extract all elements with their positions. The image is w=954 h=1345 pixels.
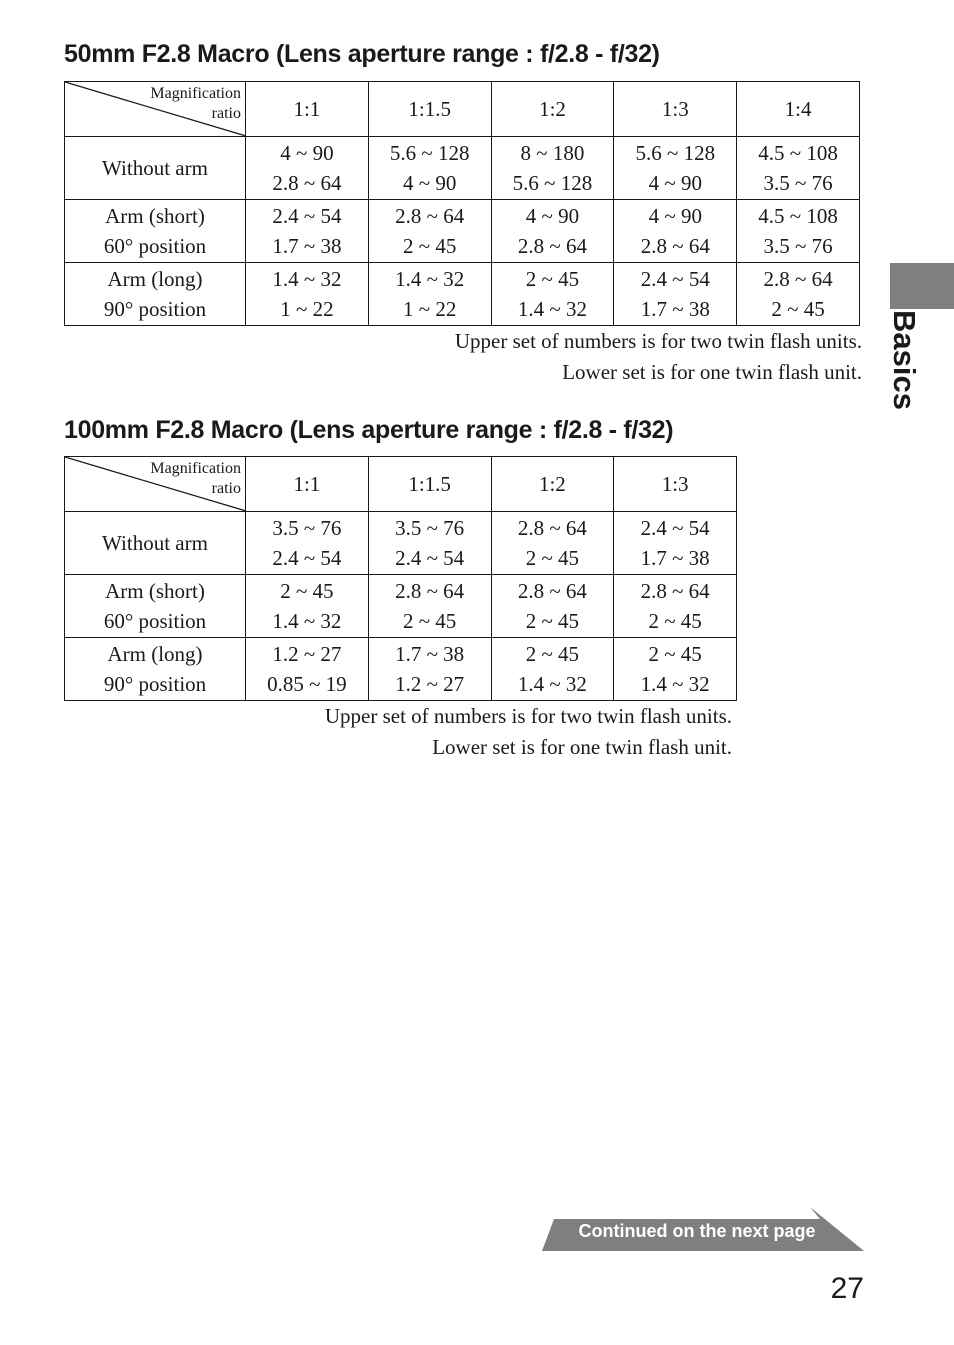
value-one-unit: 2 ~ 45 — [525, 609, 580, 633]
table-100mm — [64, 456, 737, 701]
value-one-unit: 1.2 ~ 27 — [395, 672, 465, 696]
value-two-units: 4.5 ~ 108 — [758, 141, 838, 165]
table-50mm-title: 50mm F2.8 Macro (Lens aperture range : f/2.8 - f/32) — [64, 40, 660, 68]
value-cell — [491, 512, 614, 575]
value-cell — [614, 137, 737, 200]
corner-header-cell — [65, 82, 246, 137]
magnification-ratio-label — [150, 84, 241, 124]
value-one-unit: 1.7 ~ 38 — [272, 234, 342, 258]
table-50mm — [64, 81, 860, 326]
row-label-cell — [65, 263, 246, 326]
continued-banner — [542, 1207, 864, 1251]
value-two-units: 2.4 ~ 54 — [640, 516, 710, 540]
value-one-unit: 1.4 ~ 32 — [640, 672, 710, 696]
continued-label: Continued on the next page — [578, 1221, 816, 1241]
row-label-cell — [65, 638, 246, 701]
value-cell — [614, 200, 737, 263]
value-cell — [491, 200, 614, 263]
value-two-units: 2.4 ~ 54 — [640, 267, 710, 291]
section-tab-marker — [890, 263, 954, 309]
value-one-unit: 2.4 ~ 54 — [272, 546, 342, 570]
magnification-ratio-label — [150, 459, 241, 499]
corner-label-top: Magnification — [150, 85, 241, 102]
value-two-units: 3.5 ~ 76 — [395, 516, 465, 540]
corner-label-bottom: ratio — [211, 480, 241, 497]
row-label-cell — [65, 137, 246, 200]
value-two-units: 2.8 ~ 64 — [395, 579, 465, 603]
table-50mm-note — [455, 326, 862, 388]
value-one-unit: 4 ~ 90 — [648, 171, 702, 195]
value-one-unit: 0.85 ~ 19 — [267, 672, 347, 696]
value-one-unit: 1.7 ~ 38 — [640, 297, 710, 321]
value-one-unit: 2 ~ 45 — [771, 297, 825, 321]
value-cell — [368, 200, 491, 263]
value-one-unit: 1.4 ~ 32 — [272, 609, 342, 633]
note-upper: Upper set of numbers is for two twin flash units. — [454, 329, 862, 353]
value-one-unit: 1.4 ~ 32 — [517, 297, 588, 321]
corner-label-bottom: ratio — [211, 105, 241, 122]
value-one-unit: 1.7 ~ 38 — [640, 546, 710, 570]
value-two-units: 2.8 ~ 64 — [517, 579, 587, 603]
column-header: 1:1.5 — [368, 457, 491, 512]
row-label: Arm (long) — [107, 642, 203, 666]
value-one-unit: 3.5 ~ 76 — [763, 171, 833, 195]
value-cell — [368, 575, 491, 638]
value-one-unit: 3.5 ~ 76 — [763, 234, 833, 258]
value-cell — [614, 575, 737, 638]
table-100mm-note — [325, 701, 732, 763]
value-two-units: 2.4 ~ 54 — [272, 204, 342, 228]
value-two-units: 2.8 ~ 64 — [395, 204, 465, 228]
value-two-units: 5.6 ~ 128 — [635, 141, 716, 165]
value-one-unit: 5.6 ~ 128 — [512, 171, 593, 195]
value-two-units: 2.8 ~ 64 — [763, 267, 833, 291]
value-cell — [737, 263, 860, 326]
value-two-units: 2.8 ~ 64 — [640, 579, 710, 603]
value-two-units: 2 ~ 45 — [648, 642, 702, 666]
column-header: 1:1.5 — [368, 82, 491, 137]
table-row — [65, 200, 860, 263]
value-cell — [491, 263, 614, 326]
value-one-unit: 2.4 ~ 54 — [395, 546, 465, 570]
value-two-units: 4 ~ 90 — [525, 204, 580, 228]
value-two-units: 1.7 ~ 38 — [395, 642, 465, 666]
value-two-units: 2.8 ~ 64 — [517, 516, 587, 540]
section-tab-label: Basics — [887, 310, 922, 410]
value-one-unit: 2 ~ 45 — [402, 609, 457, 633]
row-label: Without arm — [102, 156, 208, 180]
value-two-units: 4 ~ 90 — [280, 141, 334, 165]
value-two-units: 5.6 ~ 128 — [389, 141, 470, 165]
value-two-units: 2 ~ 45 — [525, 267, 580, 291]
row-label: Arm (short) — [105, 579, 205, 603]
value-cell — [737, 137, 860, 200]
value-one-unit: 2.8 ~ 64 — [517, 234, 588, 258]
value-cell — [368, 137, 491, 200]
value-one-unit: 2.8 ~ 64 — [272, 171, 342, 195]
value-cell — [491, 638, 614, 701]
column-header: 1:2 — [491, 82, 614, 137]
value-one-unit: 2 ~ 45 — [525, 546, 580, 570]
table-header-row — [65, 82, 860, 137]
value-two-units: 1.4 ~ 32 — [395, 267, 465, 291]
value-two-units: 4 ~ 90 — [648, 204, 702, 228]
value-cell — [246, 200, 369, 263]
column-header: 1:1 — [246, 82, 369, 137]
value-cell — [368, 512, 491, 575]
column-header: 1:2 — [491, 457, 614, 512]
value-two-units: 2 ~ 45 — [280, 579, 334, 603]
value-cell — [368, 638, 491, 701]
note-upper: Upper set of numbers is for two twin flash units. — [324, 704, 732, 728]
value-cell — [246, 263, 369, 326]
table-row — [65, 512, 737, 575]
value-cell — [737, 200, 860, 263]
row-label-cell — [65, 575, 246, 638]
note-lower: Lower set is for one twin flash unit. — [562, 360, 862, 384]
value-cell — [614, 638, 737, 701]
row-label: Arm (long) — [107, 267, 203, 291]
row-label: 90° position — [103, 297, 207, 321]
value-cell — [491, 575, 614, 638]
value-one-unit: 1 ~ 22 — [403, 297, 457, 321]
value-cell — [614, 512, 737, 575]
value-cell — [246, 137, 369, 200]
column-header: 1:1 — [246, 457, 369, 512]
value-two-units: 1.2 ~ 27 — [272, 642, 342, 666]
table-row — [65, 263, 860, 326]
corner-header-cell — [65, 457, 246, 512]
value-cell — [246, 638, 369, 701]
value-two-units: 8 ~ 180 — [520, 141, 585, 165]
row-label-cell — [65, 512, 246, 575]
table-row — [65, 137, 860, 200]
corner-label-top: Magnification — [150, 460, 241, 477]
row-label: Without arm — [102, 531, 208, 555]
row-label-cell — [65, 200, 246, 263]
table-row — [65, 638, 737, 701]
row-label: 60° position — [103, 609, 207, 633]
note-lower: Lower set is for one twin flash unit. — [432, 735, 732, 759]
value-one-unit: 1.4 ~ 32 — [517, 672, 587, 696]
table-row — [65, 575, 737, 638]
row-label: 90° position — [103, 672, 207, 696]
table-header-row — [65, 457, 737, 512]
value-cell — [491, 137, 614, 200]
row-label: 60° position — [103, 234, 207, 258]
value-two-units: 1.4 ~ 32 — [272, 267, 342, 291]
value-cell — [614, 263, 737, 326]
column-header: 1:4 — [737, 82, 860, 137]
page-number: 27 — [830, 1272, 864, 1305]
value-cell — [246, 512, 369, 575]
row-label: Arm (short) — [105, 204, 205, 228]
value-one-unit: 2 ~ 45 — [403, 234, 457, 258]
value-one-unit: 4 ~ 90 — [403, 171, 457, 195]
value-one-unit: 1 ~ 22 — [280, 297, 334, 321]
column-header: 1:3 — [614, 457, 737, 512]
value-two-units: 4.5 ~ 108 — [758, 204, 838, 228]
value-one-unit: 2.8 ~ 64 — [640, 234, 710, 258]
value-cell — [246, 575, 369, 638]
value-two-units: 2 ~ 45 — [525, 642, 580, 666]
value-cell — [368, 263, 491, 326]
table-100mm-title: 100mm F2.8 Macro (Lens aperture range : f/2.8 - f/32) — [64, 416, 674, 444]
column-header: 1:3 — [614, 82, 737, 137]
value-one-unit: 2 ~ 45 — [648, 609, 702, 633]
value-two-units: 3.5 ~ 76 — [272, 516, 342, 540]
